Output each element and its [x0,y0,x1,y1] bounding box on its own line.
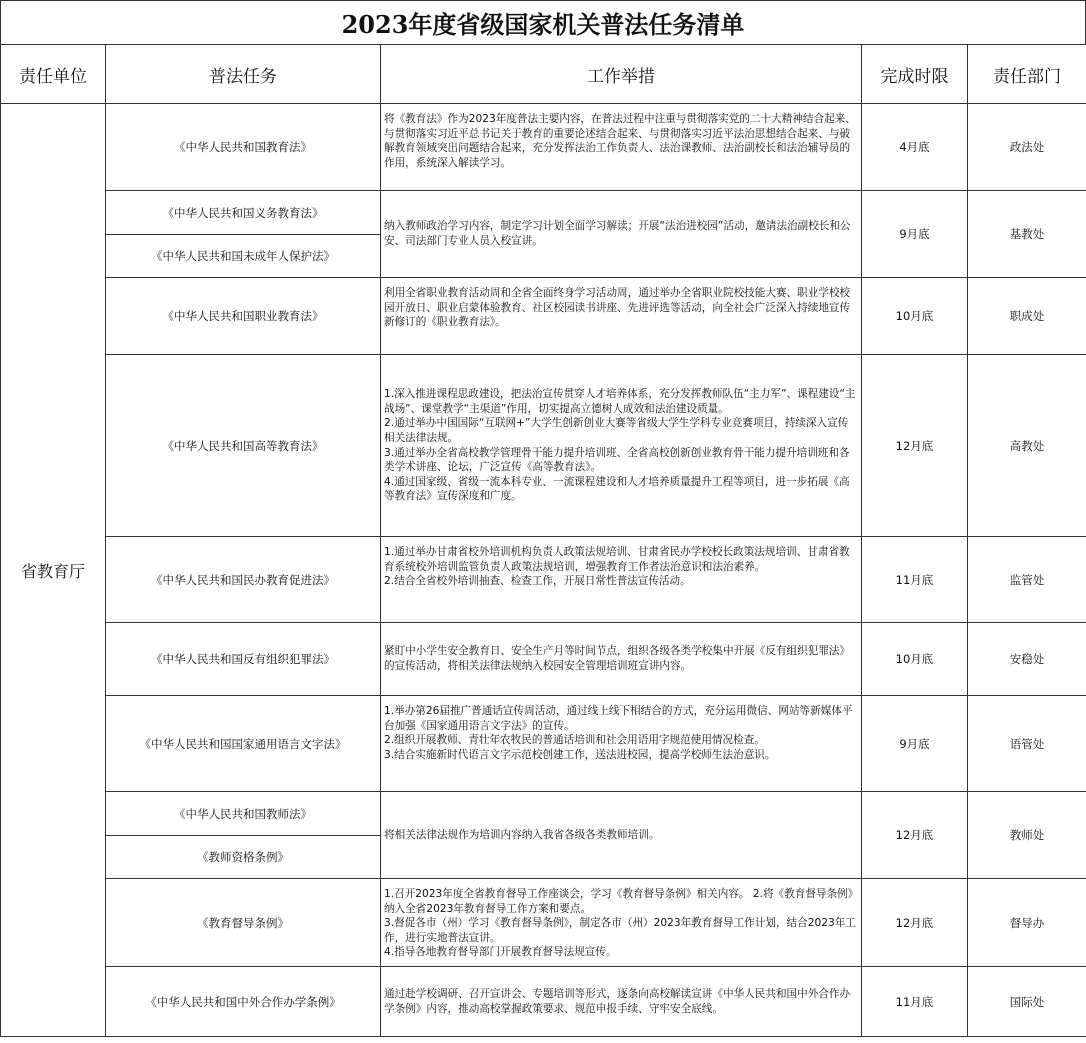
measure-line: 纳入教师政治学习内容，制定学习计划全面学习解读；开展“法治进校园”活动，邀请法治副校长和公安、司法部门专业人员入校宣讲。 [384,220,851,247]
measure-line: 将《教育法》作为2023年度普法主要内容，在普法过程中注重与贯彻落实党的二十大精神结合起来、与贯彻落实习近平总书记关于教育的重要论述结合起来、与贯彻落实习近平法治思想结合起来、与破解教育领域突出问题结合起来，充分发挥法治工作负责人、法治课教师、法治副校长和法治辅导员的作用，系统深入解读学习。 [384,113,856,169]
law-name: 《中华人民共和国义务教育法》 [106,191,381,235]
measure-text [381,278,862,355]
header-unit: 责任单位 [1,45,106,104]
measure-line: 2.通过举办中国国际“互联网+”大学生创新创业大赛等省级大学生学科专业竞赛项目，持续深入宣传相关法律法规。 [384,417,849,444]
deadline: 12月底 [862,355,968,537]
measure-text [381,191,862,278]
measure-line: 将相关法律法规作为培训内容纳入我省各级各类教师培训。 [384,828,660,841]
department: 职成处 [968,278,1086,355]
table-row [1,104,1086,191]
deadline: 11月底 [862,967,968,1037]
law-name: 《中华人民共和国中外合作办学条例》 [106,967,381,1037]
law-name: 《中华人民共和国未成年人保护法》 [106,235,381,278]
measure-text [381,537,862,623]
department: 监管处 [968,537,1086,623]
measure-line: 3.通过举办全省高校教学管理骨干能力提升培训班、全省高校创新创业教育骨干能力提升培训班和各类学术讲座、论坛，广泛宣传《高等教育法》。 [384,446,850,474]
deadline: 12月底 [862,792,968,879]
measure-line: 3.结合实施新时代语言文字示范校创建工作，送法进校园，提高学校师生法治意识。 [384,748,776,761]
measure-line: 紧盯中小学生安全教育日、安全生产月等时间节点，组织各级各类学校集中开展《反有组织犯罪法》的宣传活动，将相关法律法规纳入校园安全管理培训班宣讲内容。 [384,645,851,672]
law-name: 《教师资格条例》 [106,836,381,879]
law-name: 《中华人民共和国国家通用语言文字法》 [106,696,381,792]
law-name: 《教育督导条例》 [106,879,381,967]
table-row [1,879,1086,967]
measure-line: 利用全省职业教育活动周和全省全面终身学习活动周，通过举办全省职业院校技能大赛、职业学校校园开放日、职业启蒙体验教育、社区校园读书讲座、先进评选等活动，向全社会广泛深入持续地宣传新修订的《职业教育法》。 [384,287,851,329]
responsible-unit: 省教育厅 [1,104,106,1037]
table-row [1,623,1086,696]
department: 高教处 [968,355,1086,537]
measure-line: 通过赴学校调研、召开宣讲会、专题培训等形式，逐条向高校解读宣讲《中华人民共和国中外合作办学条例》内容，推动高校掌握政策要求、规范申报手续、守牢安全底线。 [384,987,851,1015]
measure-text [381,104,862,191]
table-row [1,696,1086,792]
measure-text [381,879,862,967]
department: 国际处 [968,967,1086,1037]
deadline: 9月底 [862,696,968,792]
measure-line: 4.通过国家级、省级一流本科专业、一流课程建设和人才培养质量提升工程等项目，进一步拓展《高等教育法》宣传深度和广度。 [384,475,850,503]
measure-line: 3.督促各市（州）学习《教育督导条例》，制定各市（州）2023年教育督导工作计划，结合2023年工作，进行实地普法宣讲。 [384,917,856,944]
department: 基教处 [968,191,1086,278]
deadline: 11月底 [862,537,968,623]
department: 督导办 [968,879,1086,967]
deadline: 4月底 [862,104,968,191]
header-dept: 责任部门 [968,45,1086,104]
measure-line: 2.结合全省校外培训抽查、检查工作，开展日常性普法宣传活动。 [384,575,691,588]
measure-text [381,355,862,537]
measure-line: 1.举办第26届推广普通话宣传周活动，通过线上线下相结合的方式，充分运用微信、网站等新媒体平台加强《国家通用语言文字法》的宣传。 [384,705,853,732]
department: 语管处 [968,696,1086,792]
table-row [1,792,1086,836]
department: 教师处 [968,792,1086,879]
measure-text [381,623,862,696]
deadline: 10月底 [862,278,968,355]
measure-text [381,967,862,1037]
law-name: 《中华人民共和国教育法》 [106,104,381,191]
page-title: 2023年度省级国家机关普法任务清单 [0,0,1086,44]
header-task: 普法任务 [106,45,381,104]
department: 安稳处 [968,623,1086,696]
deadline: 12月底 [862,879,968,967]
deadline: 10月底 [862,623,968,696]
header-measure: 工作举措 [381,45,862,104]
law-name: 《中华人民共和国高等教育法》 [106,355,381,537]
measure-line: 1.召开2023年度全省教育督导工作座谈会，学习《教育督导条例》相关内容。 2.将《教育督导条例》纳入全省2023年教育督导工作方案和要点。 [384,888,853,915]
task-table [0,44,1086,1037]
measure-line: 1.深入推进课程思政建设，把法治宣传贯穿人才培养体系，充分发挥教师队伍“主力军”、课程建设“主战场”、课堂教学“主渠道”作用，切实提高立德树人成效和法治建设质量。 [384,388,856,415]
header-row [1,45,1086,104]
law-name: 《中华人民共和国反有组织犯罪法》 [106,623,381,696]
table-row [1,967,1086,1037]
law-name: 《中华人民共和国民办教育促进法》 [106,537,381,623]
table-row [1,278,1086,355]
law-name: 《中华人民共和国职业教育法》 [106,278,381,355]
table-row [1,191,1086,235]
measure-line: 1.通过举办甘肃省校外培训机构负责人政策法规培训、甘肃省民办学校校长政策法规培训、甘肃省教育系统校外培训监管负责人政策法规培训，增强教育工作者法治意识和法治素养。 [384,546,850,573]
deadline: 9月底 [862,191,968,278]
department: 政法处 [968,104,1086,191]
table-row [1,355,1086,537]
law-name: 《中华人民共和国教师法》 [106,792,381,836]
measure-text [381,696,862,792]
measure-text [381,792,862,879]
header-time: 完成时限 [862,45,968,104]
measure-line: 2.组织开展教师、青壮年农牧民的普通话培训和社会用语用字规范使用情况检查。 [384,734,765,747]
measure-line: 4.指导各地教育督导部门开展教育督导法规宣传。 [384,946,617,959]
table-row [1,537,1086,623]
